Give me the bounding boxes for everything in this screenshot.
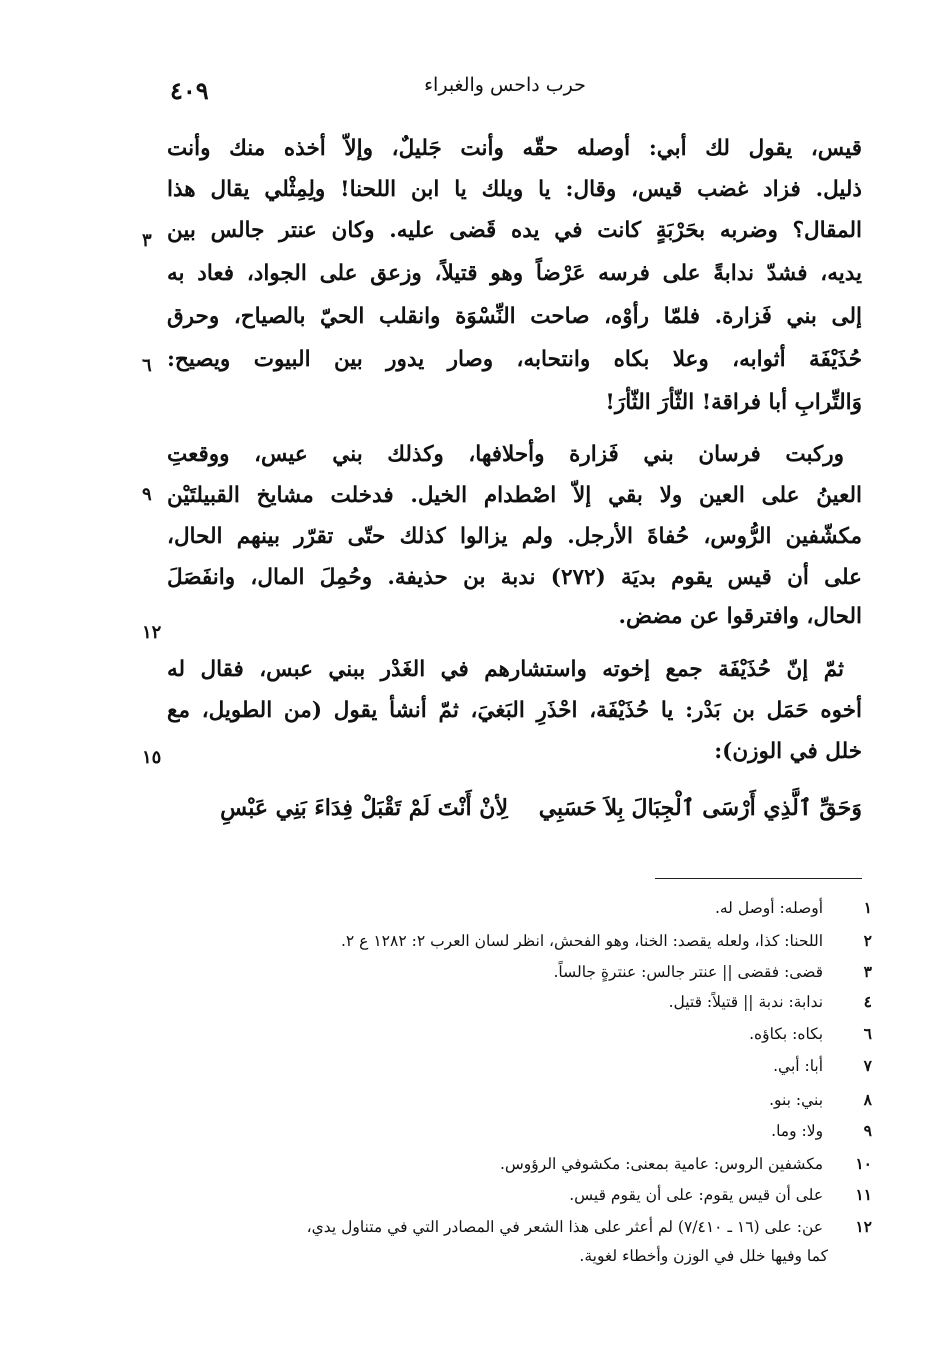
footnote-text: بني: بنو. [769,1091,824,1109]
text-line: ثمّ إنّ حُذَيْفَة جمع إخوته واستشارهم في الغَدْر ببني عبس، فقال له [167,657,844,682]
footnote-text: أبا: أبي. [773,1057,824,1075]
footnote-text: أوصله: أوصل له. [714,899,824,917]
text-line: العينُ على العين ولا بقي إلاّ اصْطدام الخيل. فدخلت مشايخ القبيلتَيْن [167,483,862,508]
text-line: إلى بني فَزارة. فلمّا رأوْه، صاحت النِّسْوَة وانقلب الحيّ بالصياح، وحرق [167,304,862,329]
text-line: على أن قيس يقوم بديَة (٢٧٢) ندبة بن حذيفة. وحُمِلَ المال، وانفَصَلَ [167,565,862,590]
footnote [142,1149,872,1179]
text-line: ذليل. فزاد غضب قيس، وقال: يا ويلك يا ابن اللحنا! ولِمِثْلي يقال هذا [167,177,862,202]
running-title: حرب داحس والغبراء [424,74,586,96]
text-line: مكشّفين الرُّوس، حُفاةَ الأرجل. ولم يزالوا كذلك حتّى تقرّر بينهم الحال، [167,524,862,549]
footnote [142,1212,872,1242]
line-marker: ٣ [142,230,152,251]
verse-first-hemistich: وَحَقِّ ٱلَّذِي أَرْسَى ٱلْجِبَالَ بِلاَ حَسَبِي [538,795,862,821]
footnote-number: ٢ [863,931,872,950]
footnote [142,893,872,923]
footnote-text: بكاه: بكاؤه. [749,1025,824,1043]
footnote [142,1051,872,1081]
footnote [142,1180,872,1210]
footnote-rule [655,878,862,879]
footnote [142,926,872,956]
footnote [142,1019,872,1049]
running-header [150,74,860,108]
text-line: يديه، فشدّ ندابةً على فرسه عَرْضاً وهو قتيلاً، وزعق على الجواد، فعاد به [167,261,862,286]
line-marker: ٩ [142,484,152,505]
footnote-text: عن: على (١٦ ـ ٧/٤١٠) لم أعثر على هذا الشعر في المصادر التي في متناول يدي، [306,1218,824,1236]
line-marker: ١٢ [142,622,162,643]
footnote-number: ٣ [863,962,872,981]
text-line: قيس، يقول لك أبي: أوصله حقّه وأنت جَليلٌ، وإلاّ أخذه منك وأنت [167,136,862,161]
text-line: المقال؟ وضربه بحَرْبَةٍ كانت في يده قَضى عليه. وكان عنتر جالس بين [167,218,862,243]
footnote-number: ١ [863,898,872,917]
text-line: حُذَيْفَة أثوابه، وعلا بكاه وانتحابه، وصار يدور بين البيوت ويصيح: [167,347,862,372]
footnote-text: مكشفين الروس: عامية بمعنى: مكشوفي الرؤوس. [499,1155,824,1173]
text-line: الحال، وافترقوا عن مضض. [618,604,862,629]
footnote-number: ١١ [855,1185,872,1204]
text-line: وركبت فرسان بني فَزارة وأحلافها، وكذلك بني عيس، ووقعتِ [167,442,844,467]
verse-second-hemistich: لِأنْ أَنْتَ لَمْ تَقْبَلْ فِدَاءَ بَنِي عَبْسِ [220,795,508,821]
footnote-number: ٤ [863,992,872,1011]
text-line: وَالتِّرابِ أبا فراقة! الثّأرَ الثّأرَ! [605,390,862,415]
footnote-continuation: كما وفيها خلل في الوزن وأخطاء لغوية. [579,1247,828,1265]
page-number: ٤٠٩ [170,76,209,105]
footnote-text: ولا: وما. [771,1122,824,1140]
footnote-text: على أن قيس يقوم: على أن يقوم قيس. [569,1186,824,1204]
footnote [142,957,872,987]
text-line: أخوه حَمَل بن بَدْر: يا حُذَيْفَة، احْذَرِ البَغيَ، ثمّ أنشأ يقول (من الطويل، مع [167,698,862,723]
footnote-text: ندابة: ندبة || قتيلاً: قتيل. [668,993,824,1011]
footnote-number: ٦ [863,1024,872,1043]
footnote-text: اللحنا: كذا، ولعله يقصد: الخنا، وهو الفحش، انظر لسان العرب ٢: ١٢٨٢ ع ٢. [340,932,824,950]
footnote-number: ٩ [863,1121,872,1140]
line-marker: ١٥ [142,747,162,768]
footnote [142,1116,872,1146]
footnote-number: ٨ [863,1090,872,1109]
footnote-text: قضى: فقضى || عنتر جالس: عنترةٍ جالساً. [553,963,824,981]
footnote-number: ١٠ [855,1154,872,1173]
text-line: خلل في الوزن): [714,739,862,764]
line-marker: ٦ [142,355,152,376]
footnote-number: ١٢ [855,1217,872,1236]
footnote [142,987,872,1017]
footnote-number: ٧ [863,1056,872,1075]
footnote [142,1085,872,1115]
